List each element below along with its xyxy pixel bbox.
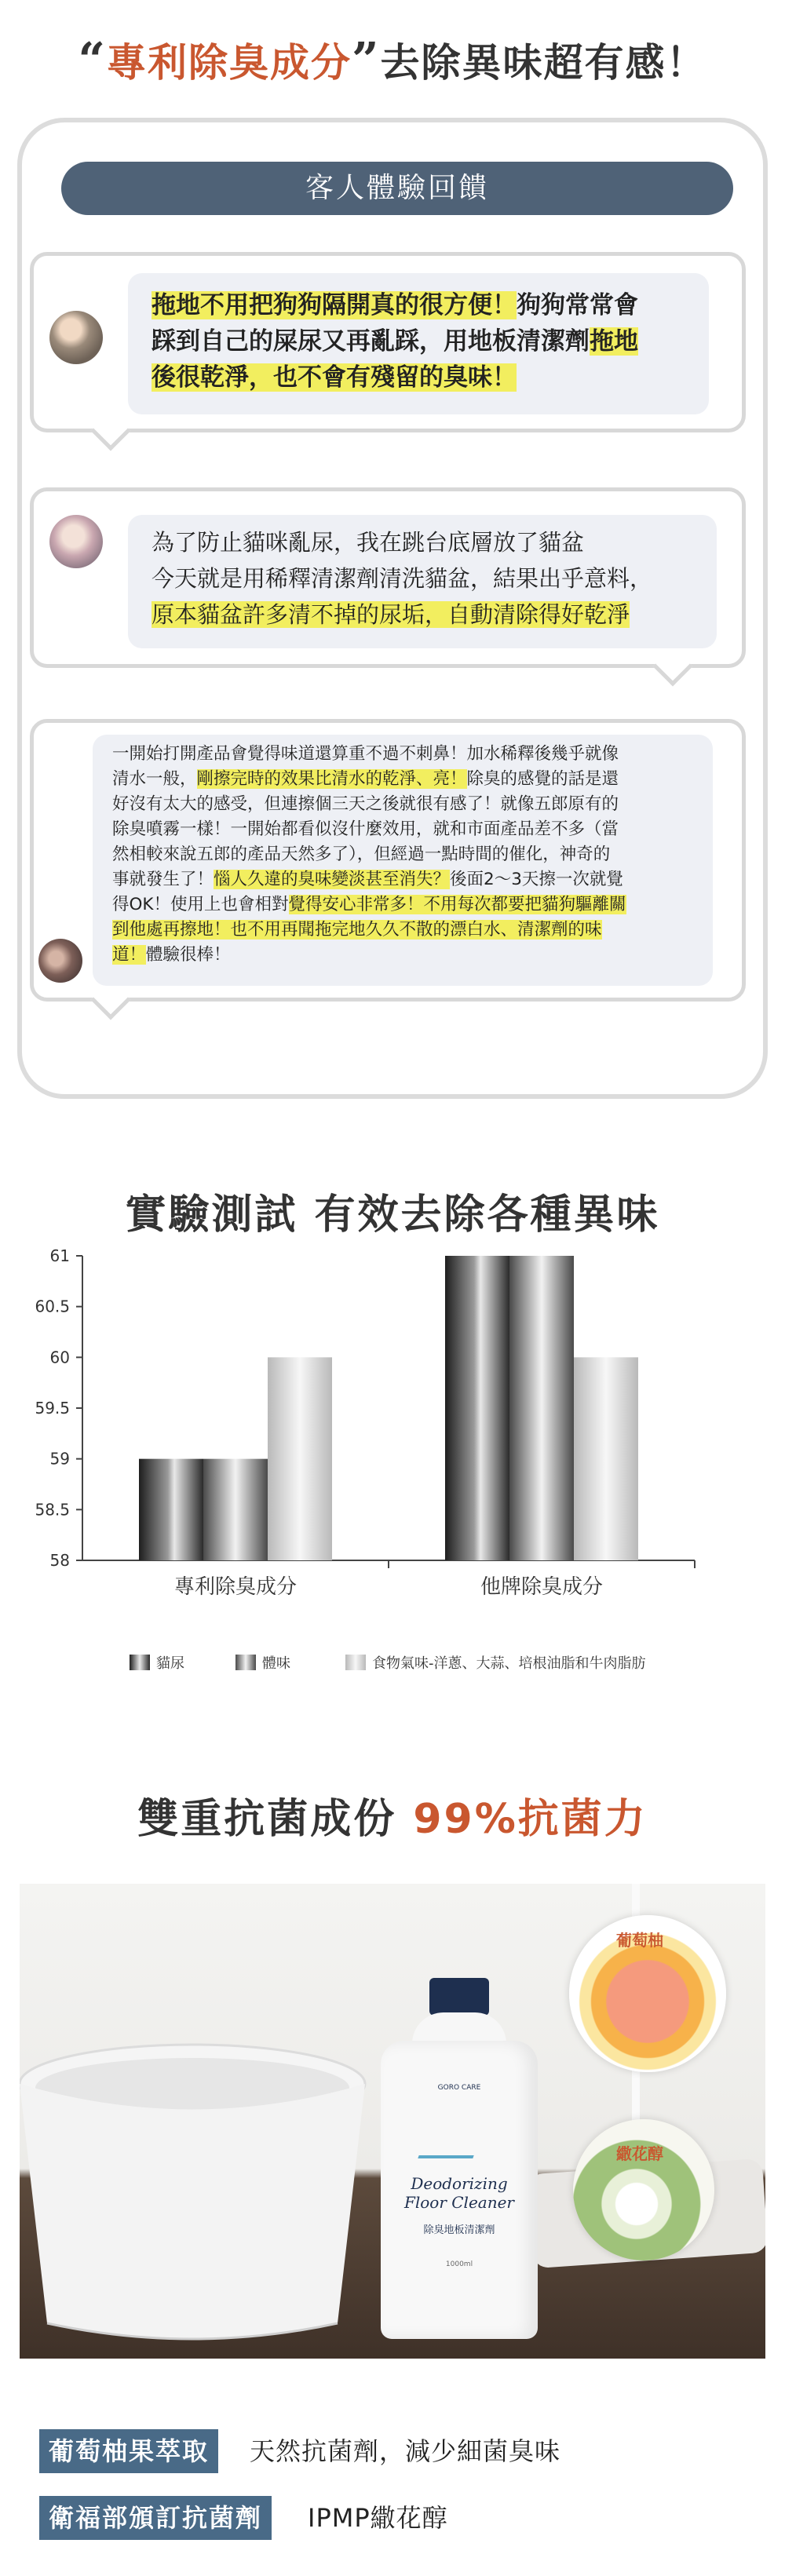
legend-item [345, 1652, 646, 1673]
badge-label-grapefruit: 葡萄柚 [616, 1931, 663, 1950]
badge-label-flower: 繖花醇 [616, 2144, 663, 2163]
legend-label: 貓尿 [156, 1655, 184, 1672]
y-tick-label: 60 [49, 1348, 70, 1367]
bucket-image [20, 2041, 373, 2355]
legend-swatch [236, 1655, 256, 1670]
y-tick-label: 59 [49, 1449, 70, 1469]
review-bubble-1 [30, 252, 746, 432]
legend-label: 體味 [262, 1655, 290, 1672]
bar-0-1 [203, 1459, 268, 1560]
bar-0-0 [139, 1459, 203, 1560]
y-tick-label: 60.5 [35, 1297, 70, 1316]
review-text-3: 一開始打開產品會覺得味道還算重不過不刺鼻！加水稀釋後幾乎就像 清水一般，剛擦完時的效果比清水的乾淨、亮！除臭的感覺的話是還 好沒有太大的感受，但連擦個三天之後就很有感了！就像五郎原有的 除臭噴霧一樣！一開始都看似沒什麼效用，就和市面產品差不多（當 然相較來說五郎的產品天然多了），但經過一點時間的催化，神奇的 事就發生了！惱人久違的臭味變淡甚至消失？後面2～3天擦一次就覺 得OK！使用上也會相對覺得安心非常多！不用每次都要把貓狗驅離關 到他處再擦地！也不用再聞拖完地久久不散的漂白水、清潔劑的味 道！體驗很棒！ [112, 744, 626, 965]
legend-swatch [130, 1655, 150, 1670]
legend-label: 食物氣味-洋蔥、大蒜、培根油脂和牛肉脂肪 [372, 1655, 646, 1672]
ingredient-tag-1: 葡萄柚果萃取 [39, 2429, 218, 2473]
bar-chart [0, 1240, 785, 1648]
avatar [38, 939, 82, 983]
review-text-2: 為了防止貓咪亂尿，我在跳台底層放了貓盆 今天就是用稀釋清潔劑清洗貓盆，結果出乎意料， 原本貓盆許多清不掉的尿垢，自動清除得好乾淨 [152, 529, 653, 628]
bar-1-2 [574, 1357, 638, 1560]
bottle-volume: 1000ml [445, 2260, 473, 2268]
avatar [49, 311, 103, 364]
product-bottle [381, 1978, 538, 2339]
feedback-title: 客人體驗回饋 [61, 162, 733, 215]
ingredient-desc-1: 天然抗菌劑，減少細菌臭味 [250, 2436, 561, 2466]
chart-title: 實驗測試 有效去除各種異味 [125, 1191, 660, 1239]
feedback-panel [17, 118, 768, 1099]
avatar [49, 515, 103, 568]
legend-swatch [345, 1655, 366, 1670]
y-tick-label: 61 [49, 1246, 70, 1265]
bar-0-2 [268, 1357, 332, 1560]
y-tick-label: 59.5 [35, 1399, 70, 1418]
headline-accent: 專利除臭成分 [107, 40, 352, 86]
y-tick-label: 58.5 [35, 1500, 70, 1520]
ingredient-desc-2: IPMP繖花醇 [308, 2503, 448, 2533]
headline-rest: 去除異味超有感！ [380, 40, 707, 86]
flower-badge [573, 2119, 714, 2260]
x-category-label: 他牌除臭成分 [480, 1575, 604, 1599]
antibacterial-title: 雙重抗菌成份 99%抗菌力 [137, 1796, 648, 1843]
product-photo [20, 1884, 765, 2359]
ingredient-tag-2: 衛福部頒訂抗菌劑 [39, 2496, 272, 2540]
bottle-brand: GORO CARE [437, 2084, 481, 2092]
x-category-label: 專利除臭成分 [173, 1575, 298, 1599]
review-bubble-3 [30, 719, 746, 1002]
legend-item [236, 1652, 290, 1673]
bar-1-0 [445, 1256, 509, 1560]
bar-1-1 [509, 1256, 574, 1560]
open-quote: “ [78, 33, 107, 88]
close-quote: ” [352, 33, 381, 88]
bottle-name-2: Floor Cleaner [403, 2193, 514, 2212]
bottle-name-1: Deodorizing [411, 2174, 508, 2193]
review-bubble-2 [30, 487, 746, 668]
y-tick-label: 58 [49, 1551, 70, 1570]
bottle-cn-name: 除臭地板清潔劑 [423, 2224, 495, 2236]
legend-item [130, 1652, 184, 1673]
headline [0, 31, 785, 88]
review-text-1: 拖地不用把狗狗隔開真的很方便！狗狗常常會 踩到自己的屎尿又再亂踩，用地板清潔劑拖地 後很乾淨，也不會有殘留的臭味！ [152, 291, 638, 392]
grapefruit-badge [569, 1915, 726, 2072]
